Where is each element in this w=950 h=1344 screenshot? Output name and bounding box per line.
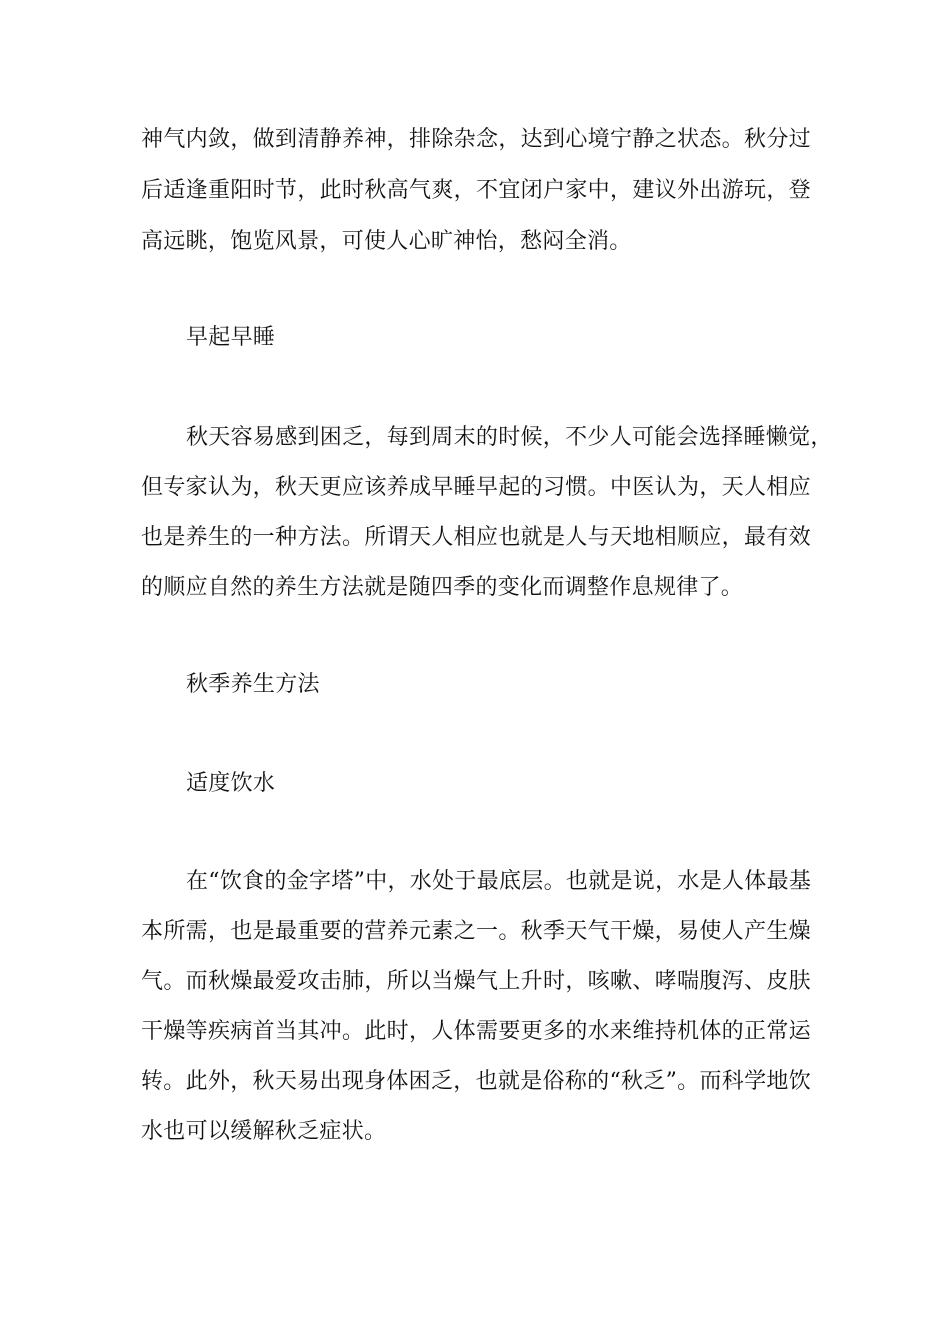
- paragraph-2-line-4: 的顺应自然的养生方法就是随四季的变化而调整作息规律了。: [141, 575, 744, 600]
- heading-autumn-methods: 秋季养生方法: [186, 672, 320, 697]
- paragraph-3-line-5: 转。此外，秋天易出现身体困乏，也就是俗称的“秋乏”。而科学地饮: [141, 1069, 811, 1094]
- paragraph-1-line-2: 后适逢重阳时节，此时秋高气爽，不宜闭户家中，建议外出游玩，登: [141, 178, 811, 203]
- paragraph-2-line-2: 但专家认为，秋天更应该养成早睡早起的习惯。中医认为，天人相应: [141, 475, 811, 500]
- heading-early-sleep: 早起早睡: [186, 325, 276, 350]
- paragraph-1-line-3: 高远眺，饱览风景，可使人心旷神怡，愁闷全消。: [141, 229, 632, 254]
- paragraph-3-line-2: 本所需，也是最重要的营养元素之一。秋季天气干燥，易使人产生燥: [141, 919, 811, 944]
- paragraph-3-line-4: 干燥等疾病首当其冲。此时，人体需要更多的水来维持机体的正常运: [141, 1019, 811, 1044]
- heading-drink-water: 适度饮水: [186, 771, 276, 796]
- paragraph-2-line-3: 也是养生的一种方法。所谓天人相应也就是人与天地相顺应，最有效: [141, 525, 811, 550]
- paragraph-1-line-1: 神气内敛，做到清静养神，排除杂念，达到心境宁静之状态。秋分过: [141, 127, 811, 152]
- paragraph-3-line-3: 气。而秋燥最爱攻击肺，所以当燥气上升时，咳嗽、哮喘腹泻、皮肤: [141, 969, 811, 994]
- paragraph-2-line-1: 秋天容易感到困乏，每到周末的时候，不少人可能会选择睡懒觉，: [186, 425, 833, 450]
- paragraph-3-line-1: 在“饮食的金字塔”中，水处于最底层。也就是说，水是人体最基: [186, 869, 812, 894]
- paragraph-3-line-6: 水也可以缓解秋乏症状。: [141, 1119, 387, 1144]
